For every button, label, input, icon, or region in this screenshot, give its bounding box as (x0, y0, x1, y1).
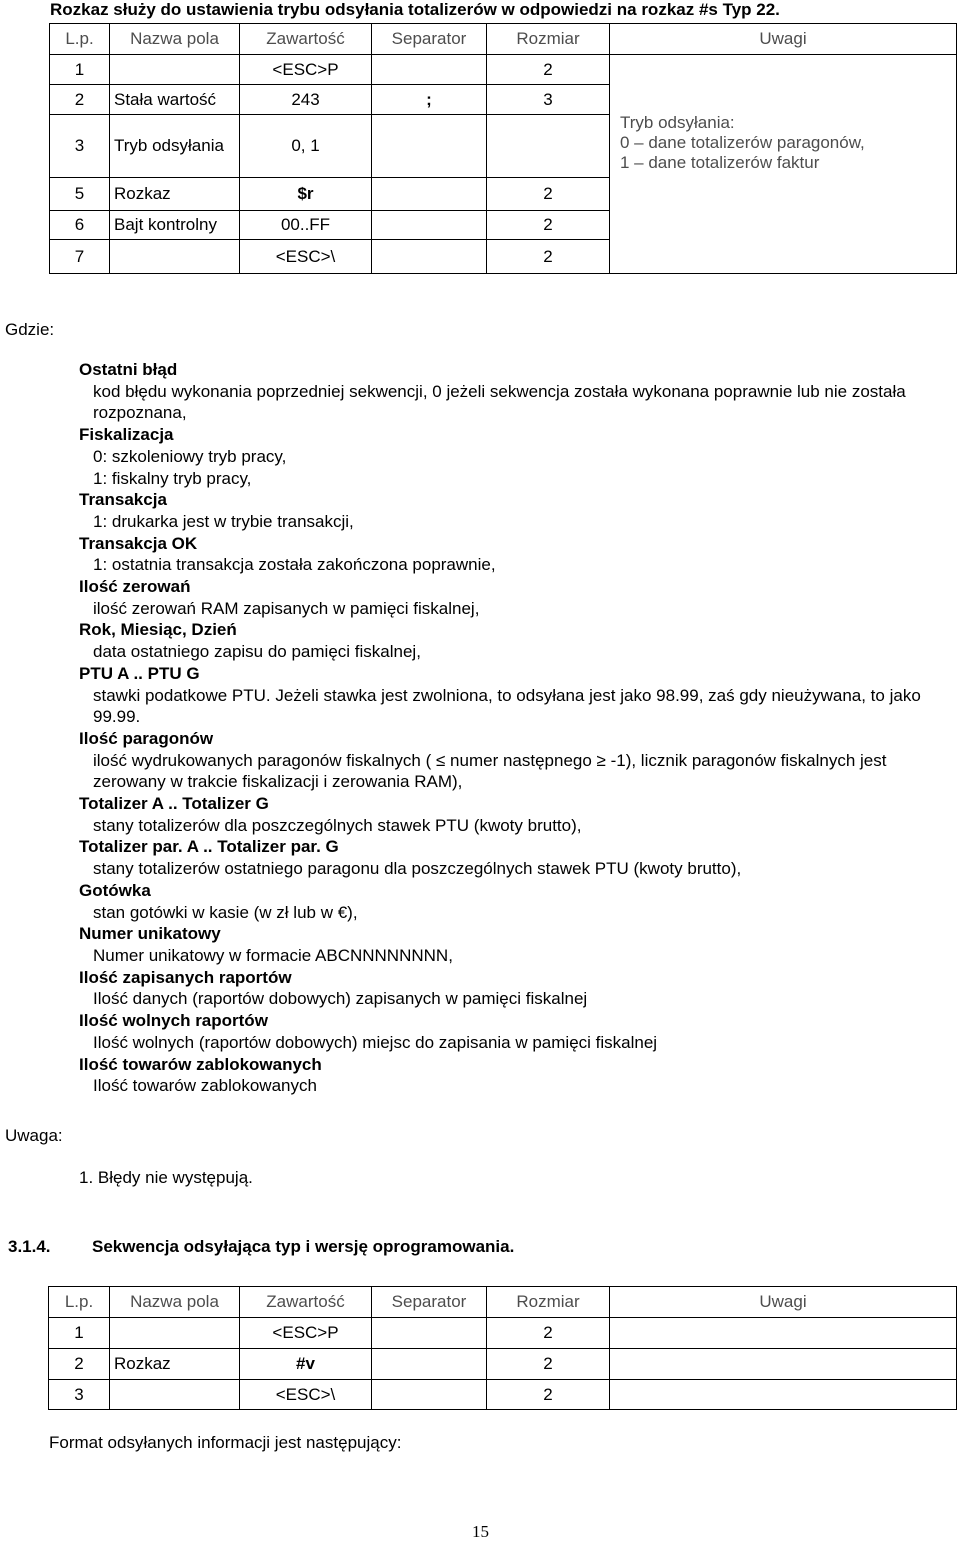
header-content: Zawartość (240, 24, 372, 55)
cell-field-name (110, 55, 240, 85)
definition-desc: stawki podatkowe PTU. Jeżeli stawka jest zwolniona, to odsyłana jest jako 98.99, zaś gdy nieużywana, to jako 99.99. (93, 685, 921, 727)
cell-lp: 2 (50, 85, 110, 115)
cell-lp: 6 (50, 211, 110, 240)
cell-lp: 7 (50, 240, 110, 274)
cell-lp: 3 (49, 1380, 110, 1410)
header-size: Rozmiar (487, 24, 610, 55)
cell-field-name (110, 1380, 240, 1410)
cell-lp: 2 (49, 1349, 110, 1380)
cell-notes (610, 1318, 957, 1349)
definitions-list (79, 359, 959, 1097)
table-row (49, 1318, 957, 1349)
definition-desc: ilość wydrukowanych paragonów fiskalnych ( ≤ numer następnego ≥ -1), licznik paragonów fiskalnych jest zerowany w trakcie fiskalizacji i zerowania RAM), (93, 750, 887, 792)
cell-field-name: Rozkaz (110, 1349, 240, 1380)
definition-term: PTU A .. PTU G (79, 663, 200, 683)
cell-field-name (110, 1318, 240, 1349)
definition-desc: 1: fiskalny tryb pracy, (93, 468, 252, 488)
definition-desc: Ilość towarów zablokowanych (93, 1076, 317, 1096)
cell-separator: ; (372, 85, 487, 115)
cell-lp: 3 (50, 115, 110, 178)
cell-content: #v (240, 1349, 372, 1380)
table-row (49, 1349, 957, 1380)
cell-content: 00..FF (240, 211, 372, 240)
definition-term: Numer unikatowy (79, 924, 221, 944)
table-header-row (49, 1287, 957, 1318)
definition-desc: stany totalizerów dla poszczególnych stawek PTU (kwoty brutto), (93, 815, 582, 835)
cell-field-name: Tryb odsyłania (110, 115, 240, 178)
cell-notes-empty (610, 55, 957, 85)
cell-size: 2 (487, 240, 610, 274)
cell-size: 2 (487, 211, 610, 240)
cell-size: 2 (487, 1380, 610, 1410)
command-table (49, 23, 957, 274)
note-text: 1. Błędy nie występują. (79, 1168, 253, 1187)
cell-lp: 5 (50, 178, 110, 211)
table-row (50, 115, 957, 178)
definition-term: Rok, Miesiąc, Dzień (79, 620, 237, 640)
intro-text: Rozkaz służy do ustawienia trybu odsyłania totalizerów w odpowiedzi na rozkaz #s Typ 22. (50, 0, 780, 19)
header-lp: L.p. (49, 1287, 110, 1318)
cell-field-name (110, 240, 240, 274)
definition-term: Ilość towarów zablokowanych (79, 1054, 322, 1074)
cell-separator (372, 211, 487, 240)
cell-size (487, 115, 610, 178)
cell-content: 0, 1 (240, 115, 372, 178)
definition-term: Totalizer par. A .. Totalizer par. G (79, 837, 339, 857)
note-line: 1 – dane totalizerów faktur (620, 152, 820, 172)
definition-term: Ostatni błąd (79, 360, 178, 379)
cell-lp: 1 (50, 55, 110, 85)
table-row (49, 1380, 957, 1410)
format-text: Format odsyłanych informacji jest następujący: (49, 1433, 402, 1452)
definition-desc: data ostatniego zapisu do pamięci fiskalnej, (93, 642, 421, 662)
cell-size: 2 (487, 178, 610, 211)
header-lp: L.p. (50, 24, 110, 55)
definition-term: Fiskalizacja (79, 425, 174, 445)
note-line: Tryb odsyłania: (620, 112, 735, 132)
definition-desc: ilość zerowań RAM zapisanych w pamięci fiskalnej, (93, 598, 480, 618)
cell-content: <ESC>\ (240, 1380, 372, 1410)
cell-notes (610, 1349, 957, 1380)
cell-separator (372, 178, 487, 211)
definition-desc: 1: drukarka jest w trybie transakcji, (93, 511, 354, 531)
header-size: Rozmiar (487, 1287, 610, 1318)
definition-desc: Ilość wolnych (raportów dobowych) miejsc do zapisania w pamięci fiskalnej (93, 1032, 658, 1052)
cell-field-name: Bajt kontrolny (110, 211, 240, 240)
table-header-row (50, 24, 957, 55)
header-separator: Separator (372, 1287, 487, 1318)
header-content: Zawartość (240, 1287, 372, 1318)
cell-notes (610, 1380, 957, 1410)
table-row (50, 55, 957, 85)
header-notes: Uwagi (610, 1287, 957, 1318)
cell-field-name: Stała wartość (110, 85, 240, 115)
cell-separator (372, 240, 487, 274)
cell-separator (372, 1318, 487, 1349)
definition-desc: stany totalizerów ostatniego paragonu dla poszczególnych stawek PTU (kwoty brutto), (93, 859, 742, 879)
cell-content: <ESC>P (240, 1318, 372, 1349)
cell-notes-empty (610, 85, 957, 115)
definition-term: Gotówka (79, 880, 151, 900)
table-row (50, 85, 957, 115)
definition-term: Ilość zapisanych raportów (79, 967, 292, 987)
section-title: Sekwencja odsyłająca typ i wersję oprogramowania. (92, 1237, 515, 1256)
cell-size: 2 (487, 55, 610, 85)
cell-separator (372, 1349, 487, 1380)
definition-term: Ilość zerowań (79, 577, 191, 597)
cell-content: $r (240, 178, 372, 211)
definition-desc: kod błędu wykonania poprzedniej sekwencji, 0 jeżeli sekwencja została wykonana poprawnie lub nie została rozpoznana, (93, 381, 906, 423)
header-separator: Separator (372, 24, 487, 55)
cell-field-name: Rozkaz (110, 178, 240, 211)
definition-term: Ilość wolnych raportów (79, 1011, 268, 1031)
cell-content: 243 (240, 85, 372, 115)
definition-term: Totalizer A .. Totalizer G (79, 794, 269, 814)
section-number: 3.1.4. (8, 1237, 51, 1256)
definition-desc: stan gotówki w kasie (w zł lub w €), (93, 902, 358, 922)
definition-term: Transakcja OK (79, 533, 198, 553)
cell-separator (372, 55, 487, 85)
definition-desc: 0: szkoleniowy tryb pracy, (93, 446, 287, 466)
where-label: Gdzie: (5, 320, 55, 339)
header-notes: Uwagi (610, 24, 957, 55)
definition-desc: Ilość danych (raportów dobowych) zapisanych w pamięci fiskalnej (93, 989, 588, 1009)
definition-term: Transakcja (79, 490, 167, 510)
definition-desc: 1: ostatnia transakcja została zakończona poprawnie, (93, 555, 496, 575)
cell-content: <ESC>\ (240, 240, 372, 274)
version-command-table (48, 1286, 957, 1410)
header-field-name: Nazwa pola (110, 24, 240, 55)
page-number: 15 (472, 1522, 489, 1541)
cell-size: 2 (487, 1349, 610, 1380)
note-line: 0 – dane totalizerów paragonów, (620, 132, 865, 152)
header-field-name: Nazwa pola (110, 1287, 240, 1318)
cell-size: 3 (487, 85, 610, 115)
note-label: Uwaga: (5, 1126, 63, 1145)
cell-size: 2 (487, 1318, 610, 1349)
cell-notes (610, 112, 957, 274)
cell-lp: 1 (49, 1318, 110, 1349)
definition-term: Ilość paragonów (79, 728, 214, 748)
definition-desc: Numer unikatowy w formacie ABCNNNNNNNN, (93, 945, 453, 965)
cell-separator (372, 1380, 487, 1410)
cell-content: <ESC>P (240, 55, 372, 85)
cell-separator (372, 115, 487, 178)
